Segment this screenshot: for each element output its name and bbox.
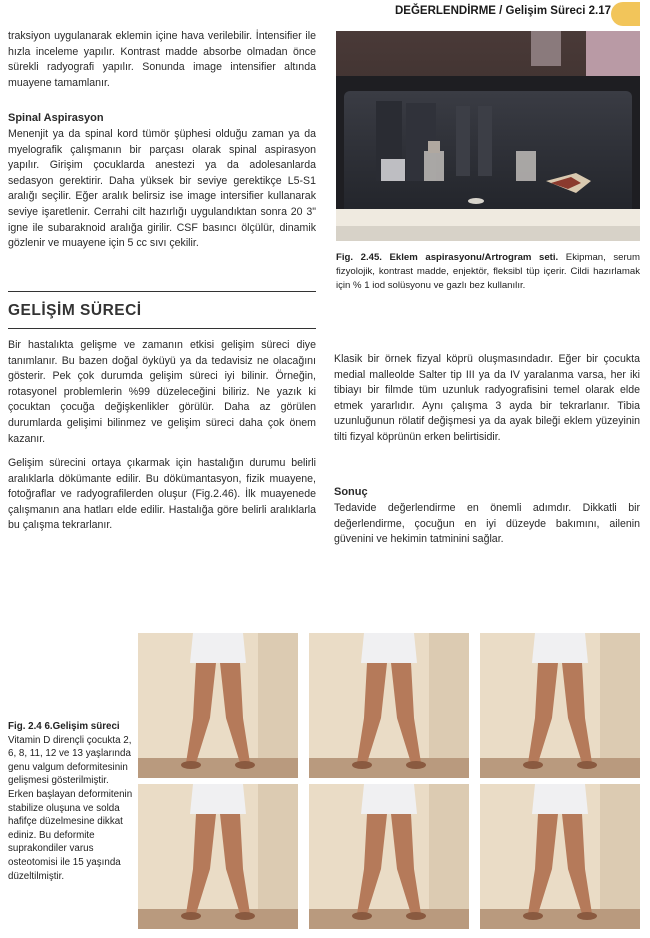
spinal-heading: Spinal Aspirasyon [8, 112, 104, 124]
section-title: GELİŞİM SÜRECİ [8, 302, 142, 319]
aspiration-set-photo [336, 31, 640, 241]
intro-paragraph: traksiyon uygulanarak eklemin içine hava verilebilir. İntensifier ile hızla inceleme yapılır. Kontrast madde absorbe olmadan önce sürekli radyografi yapılır. Sonunda image intensifier altında muayene tamamlanır. [8, 30, 316, 89]
fig-245-caption [336, 251, 640, 292]
fig-245-text: Ekipman, serum fizyolojik, kontrast madde, enjektör, fleksibl tüp içerir. Cildi hazırlamak için % 1 iod solüsyonu ve gazlı bez kullanılır. [336, 252, 641, 291]
growth-photo-2 [309, 633, 469, 778]
sonuc-heading: Sonuç [334, 486, 368, 498]
fig-246-caption [8, 720, 134, 883]
chapter-tab [611, 2, 640, 26]
section-paragraph-1: Bir hastalıkta gelişme ve zamanın etkisi gelişim süreci diye tanımlanır. Bu bazen doğal öyküyü ya da tedavisiz ne olacağını gösterir. Pek çok durumda gelişim süreci iyi bilinir. Örneğin, rotasyonel problemlerin %99 düzeleceğini biliriz. Ne yazık ki çocuktan çocuğa değişkenlikler görülür. Daha az görülen durumlarda gelişimi bilinmez ve gelişim süreci daha çok önem kazanır. [8, 339, 316, 445]
fig-246-text: Vitamin D dirençli çocukta 2, 6, 8, 11, 12 ve 13 yaşlarında genu valgum deformitesinin gelişmesi gösterilmiştir. Erken başlayan deformitenin stabilize oluşuna ve solda hafifçe düzelmesine dikkat ediniz. Bu deformite suprakondiler varus osteotomisi ile 15 yaşında düzeltilmiştir. [8, 734, 133, 882]
section-rule-top [8, 291, 316, 292]
growth-photo-5 [309, 784, 469, 929]
col2-paragraph: Klasik bir örnek fizyal köprü oluşmasındadır. Eğer bir çocukta medial malleolde Salter tip III ya da IV yaralanma varsa, her iki tibiayı bir filmde tüm uzunluk radyografisini temel olarak elde etmek yararlıdır. Aynı çalışma 3 ayda bir tekrarlanır. Tibia uzunluğunun rölatif değişmesi ya da ayak bileği eklem yüzeyinin tilti fizyal köprünün erken belirtisidir. [334, 353, 640, 443]
growth-photo-4 [138, 784, 298, 929]
sonuc-paragraph: Tedavide değerlendirme en önemli adımdır. Dikkatli bir değerlendirme, çocuğun en iyi düzeyde bakımını, ailenin güvenini ve hekimin tatminini sağlar. [334, 502, 640, 546]
growth-photo-3 [480, 633, 640, 778]
running-header: DEĞERLENDİRME / Gelişim Süreci 2.17 [395, 5, 612, 17]
fig-245-label: Fig. 2.45. Eklem aspirasyonu/Artrogram seti. [336, 252, 559, 263]
growth-photo-1 [138, 633, 298, 778]
growth-photo-grid [138, 633, 640, 929]
growth-photo-6 [480, 784, 640, 929]
section-paragraph-2: Gelişim sürecini ortaya çıkarmak için hastalığın durumu belirli aralıklarla dökümante edilir. Bu dökümantasyon, fizik muayene, fotoğraflar ve radyografilerden oluşur (Fig.2.46). İlk muayenede çalışmanın ana hatları elde edilir. Hastalığa göre belirli aralıklarla bu çalışma tekrarlanır. [8, 457, 316, 532]
spinal-paragraph: Menenjit ya da spinal kord tümör şüphesi olduğu zaman ya da myelografik çalışmanın bir parçası olarak spinal aspirasyon yapılır. Girişim çocuklarda anestezi ya da adolesanlarda sedasyon gerektirir. Daha yüksek bir seviye gerektikçe L5-S1 aralığı seçilir. Eğer aralık belirsiz ise image intersifier kullanarak seviye işaretlenir. Cerrahi cilt hazırlığı uygulandıktan sonra 20 3" igne ile subaraknoid aralığa girilir. CSF basıncı ölçülür, dinamik gözlenir ve muayene için 5 cc sıvı çekilir. [8, 128, 316, 250]
fig-246-label: Fig. 2.4 6.Gelişim süreci [8, 721, 120, 732]
section-rule-bottom [8, 328, 316, 329]
